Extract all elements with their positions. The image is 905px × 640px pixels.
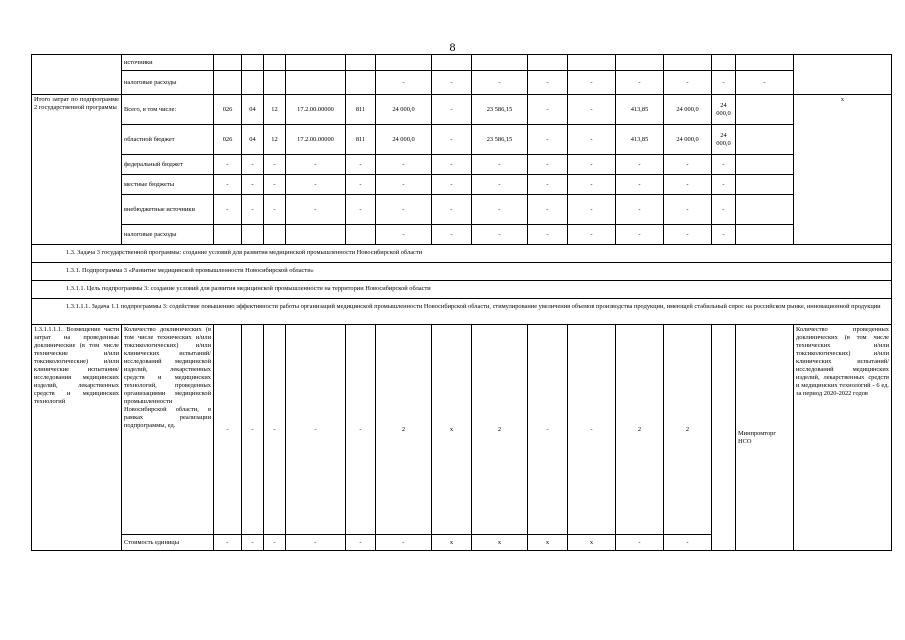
- section-row: [32, 263, 892, 281]
- value-cell: [736, 95, 794, 125]
- value-cell: -: [712, 155, 736, 175]
- value-cell: 24 000,0: [712, 125, 736, 155]
- code-cell: -: [346, 155, 376, 175]
- code-cell: 811: [346, 95, 376, 125]
- row-label: налоговые расходы: [122, 71, 214, 95]
- row-label: источники: [122, 55, 214, 71]
- code-cell: [346, 225, 376, 245]
- value-cell: 23 586,15: [472, 95, 528, 125]
- value-cell: -: [528, 225, 568, 245]
- table-row: [32, 95, 892, 125]
- indicator-label: Количество доклинических (в том числе технических и/или токсикологических) и/или клинических испытаний/исследований медицинской изделий, лекарственных средств и медицинских технологий, проведенных организациями медицинской промышленности Новосибирской области, в рамках реализации подпрограммы, ед.: [122, 325, 214, 535]
- value-cell: [472, 55, 528, 71]
- value-cell: -: [568, 195, 616, 225]
- cost-label: Стоимость единицы: [122, 535, 214, 551]
- row-label: внебюджетные источники: [122, 195, 214, 225]
- value-cell: -: [568, 95, 616, 125]
- executor-cell: Минпромторг НСО: [736, 325, 794, 551]
- code-cell: -: [214, 535, 242, 551]
- value-cell: -: [472, 155, 528, 175]
- code-cell: -: [264, 155, 286, 175]
- table-row: [32, 125, 892, 155]
- value-cell: -: [568, 225, 616, 245]
- value-cell: -: [432, 155, 472, 175]
- value-cell: -: [616, 175, 664, 195]
- value-cell: 24 000,0: [664, 95, 712, 125]
- value-cell: -: [472, 195, 528, 225]
- code-cell: -: [242, 175, 264, 195]
- section-row: [32, 299, 892, 325]
- code-cell: -: [242, 195, 264, 225]
- value-cell: -: [568, 155, 616, 175]
- table-row: [32, 175, 892, 195]
- total-result: х: [794, 95, 892, 245]
- value-cell: [736, 55, 794, 71]
- code-cell: [214, 225, 242, 245]
- value-cell: -: [432, 125, 472, 155]
- value-cell: -: [568, 71, 616, 95]
- value-cell: -: [664, 225, 712, 245]
- value-cell: -: [664, 155, 712, 175]
- section-heading: 1.3.1. Подпрограмма 3 «Развитие медицинской промышленности Новосибирской области»: [32, 263, 892, 281]
- value-cell: [664, 55, 712, 71]
- section-row: [32, 281, 892, 299]
- value-cell: -: [664, 71, 712, 95]
- value-cell: х: [528, 535, 568, 551]
- code-cell: 026: [214, 95, 242, 125]
- code-cell: [242, 225, 264, 245]
- code-cell: -: [214, 155, 242, 175]
- value-cell: [712, 55, 736, 71]
- value-cell: х: [568, 535, 616, 551]
- value-cell: -: [664, 175, 712, 195]
- section-heading: 1.3. Задача 3 государственной программы: создание условий для развития медицинской промышленности Новосибирской области: [32, 245, 892, 263]
- value-cell: -: [664, 195, 712, 225]
- value-cell: -: [616, 155, 664, 175]
- value-cell: -: [616, 535, 664, 551]
- value-cell: 2: [616, 325, 664, 535]
- code-cell: 026: [214, 125, 242, 155]
- value-cell: -: [568, 175, 616, 195]
- value-cell: [736, 125, 794, 155]
- row-label: федеральный бюджет: [122, 155, 214, 175]
- value-cell: -: [528, 325, 568, 535]
- table-row: [32, 71, 892, 95]
- code-cell: -: [346, 535, 376, 551]
- value-cell: -: [528, 125, 568, 155]
- code-cell: -: [242, 535, 264, 551]
- value-cell: 413,85: [616, 95, 664, 125]
- code-cell: -: [346, 195, 376, 225]
- result-cell: Количество проведенных доклинических (в том числе технических и/или токсикологических) и/или клинических испытаний/исследований медицинских изделий, лекарственных средств и медицинских технологий - 6 ед. за период 2020-2022 годов: [794, 325, 892, 551]
- code-cell: [264, 55, 286, 71]
- value-cell: [432, 55, 472, 71]
- value-cell: -: [432, 175, 472, 195]
- page-number: 8: [449, 40, 456, 54]
- value-cell: х: [432, 325, 472, 535]
- value-cell: -: [472, 71, 528, 95]
- code-cell: [264, 71, 286, 95]
- value-cell: 413,85: [616, 125, 664, 155]
- value-cell: -: [664, 535, 712, 551]
- row-label: Всего, в том числе:: [122, 95, 214, 125]
- code-cell: 04: [242, 95, 264, 125]
- value-cell: х: [472, 535, 528, 551]
- code-cell: [286, 55, 346, 71]
- value-cell: -: [712, 195, 736, 225]
- value-cell: -: [376, 155, 432, 175]
- code-cell: -: [214, 175, 242, 195]
- code-cell: 811: [346, 125, 376, 155]
- value-cell: -: [616, 195, 664, 225]
- value-cell: -: [736, 71, 794, 95]
- value-cell: -: [568, 325, 616, 535]
- section-heading: 1.3.1.1. Цель подпрограммы 3: создание условий для развития медицинской промышленности на территории Новосибирской области: [32, 281, 892, 299]
- value-cell: [568, 55, 616, 71]
- code-cell: -: [286, 155, 346, 175]
- code-cell: [242, 71, 264, 95]
- code-cell: [346, 55, 376, 71]
- table-row: [32, 155, 892, 175]
- code-cell: [286, 225, 346, 245]
- code-cell: 17.2.00.00000: [286, 125, 346, 155]
- value-cell: -: [712, 225, 736, 245]
- code-cell: [346, 71, 376, 95]
- value-cell: 24 000,0: [664, 125, 712, 155]
- total-title: Итого затрат по подпрограмме 2 государственной программы: [32, 95, 122, 245]
- code-cell: -: [286, 195, 346, 225]
- value-cell: -: [712, 71, 736, 95]
- code-cell: -: [214, 195, 242, 225]
- value-cell: 2: [472, 325, 528, 535]
- code-cell: -: [242, 325, 264, 535]
- measure-name: 1.3.1.1.1.1. Возмещение части затрат на проведенные доклинические (в том числе технические и/или токсикологические) и/или клинические испытания/исследования медицинских изделий, лекарственных средств и медицинских технологий: [32, 325, 122, 551]
- code-cell: -: [264, 535, 286, 551]
- code-cell: [214, 55, 242, 71]
- code-cell: -: [264, 175, 286, 195]
- table-row: [32, 225, 892, 245]
- value-cell: 24 000,0: [376, 125, 432, 155]
- value-cell: -: [432, 225, 472, 245]
- value-cell: [736, 195, 794, 225]
- code-cell: 04: [242, 125, 264, 155]
- value-cell: -: [528, 155, 568, 175]
- table-row: [32, 195, 892, 225]
- value-cell: -: [568, 125, 616, 155]
- value-cell: [736, 175, 794, 195]
- value-cell: [736, 225, 794, 245]
- value-cell: -: [376, 225, 432, 245]
- value-cell: [736, 155, 794, 175]
- code-cell: -: [286, 325, 346, 535]
- value-cell: -: [528, 71, 568, 95]
- code-cell: -: [264, 325, 286, 535]
- value-cell: 23 586,15: [472, 125, 528, 155]
- value-cell: -: [616, 71, 664, 95]
- table-row: [32, 55, 892, 71]
- row-label: налоговые расходы: [122, 225, 214, 245]
- code-cell: [242, 55, 264, 71]
- value-cell: -: [472, 175, 528, 195]
- code-cell: [214, 71, 242, 95]
- value-cell: [616, 55, 664, 71]
- value-cell: 2: [376, 325, 432, 535]
- value-cell: [376, 55, 432, 71]
- code-cell: -: [346, 175, 376, 195]
- code-cell: -: [346, 325, 376, 535]
- value-cell: -: [432, 95, 472, 125]
- value-cell: -: [376, 535, 432, 551]
- value-cell: -: [616, 225, 664, 245]
- code-cell: [286, 71, 346, 95]
- row-label: областной бюджет: [122, 125, 214, 155]
- program-table: [31, 54, 892, 551]
- empty-cell: [794, 55, 892, 95]
- code-cell: -: [214, 325, 242, 535]
- value-cell: -: [376, 195, 432, 225]
- value-cell: -: [528, 195, 568, 225]
- code-cell: 12: [264, 95, 286, 125]
- value-cell: -: [432, 71, 472, 95]
- section-heading: 1.3.1.1.1. Задача 1.1 подпрограммы 3: содействие повышению эффективности работы организаций медицинской промышленности Новосибирской области, стимулирование увеличения объемов производства продукции, имеющей стабильный спрос на российском рынке, инновационной продукции: [32, 299, 892, 325]
- measure-row: [32, 325, 892, 535]
- code-cell: -: [242, 155, 264, 175]
- empty-cell: [712, 325, 736, 551]
- value-cell: 2: [664, 325, 712, 535]
- code-cell: -: [286, 535, 346, 551]
- value-cell: [528, 55, 568, 71]
- value-cell: -: [528, 175, 568, 195]
- value-cell: -: [376, 175, 432, 195]
- value-cell: 24 000,0: [712, 95, 736, 125]
- code-cell: -: [264, 195, 286, 225]
- code-cell: 17.2.00.00000: [286, 95, 346, 125]
- row-label: местные бюджеты: [122, 175, 214, 195]
- empty-cell: [32, 55, 122, 95]
- code-cell: [264, 225, 286, 245]
- value-cell: -: [432, 195, 472, 225]
- section-row: [32, 245, 892, 263]
- value-cell: -: [528, 95, 568, 125]
- value-cell: -: [472, 225, 528, 245]
- value-cell: -: [376, 71, 432, 95]
- value-cell: -: [712, 175, 736, 195]
- code-cell: -: [286, 175, 346, 195]
- value-cell: 24 000,0: [376, 95, 432, 125]
- value-cell: х: [432, 535, 472, 551]
- code-cell: 12: [264, 125, 286, 155]
